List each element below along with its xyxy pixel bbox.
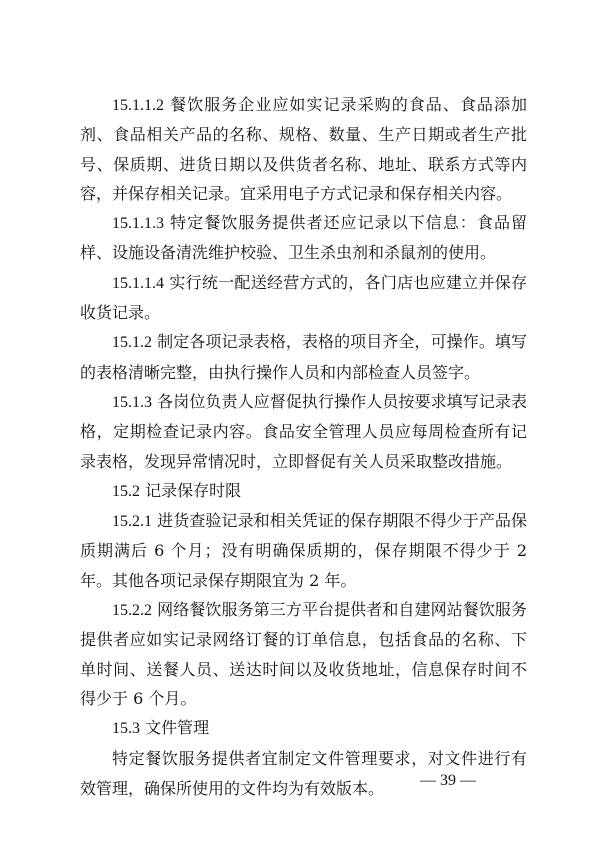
clause-number: 15.2.2 bbox=[112, 602, 152, 620]
paragraph-text: 餐饮服务企业应如实记录采购的食品、食品添加剂、食品相关产品的名称、规格、数量、生产日期或者生产批号、保质期、进货日期以及供货者名称、地址、联系方式等内容，并保存相关记录。宜采用电子方式记录和保存相关内容。 bbox=[80, 95, 527, 203]
paragraph-15-2-2 bbox=[80, 595, 527, 713]
paragraph-text: 特定餐饮服务提供者宜制定文件管理要求，对文件进行有效管理，确保所使用的文件均为有效版本。 bbox=[80, 748, 527, 798]
document-body bbox=[80, 90, 527, 803]
clause-number: 15.2.1 bbox=[112, 513, 152, 531]
paragraph-text: 制定各项记录表格，表格的项目齐全，可操作。填写的表格清晰完整，由执行操作人员和内部检查人员签字。 bbox=[80, 332, 527, 382]
clause-number: 15.2 bbox=[112, 482, 140, 500]
heading-text: 文件管理 bbox=[140, 718, 210, 738]
clause-number: 15.1.1.4 bbox=[112, 274, 164, 292]
paragraph-15-1-1-3 bbox=[80, 208, 527, 268]
paragraph-text: 实行统一配送经营方式的，各门店也应建立并保存收货记录。 bbox=[80, 272, 527, 323]
paragraph-text: 网络餐饮服务第三方平台提供者和自建网站餐饮服务提供者应如实记录网络订餐的订单信息，包括食品的名称、下单时间、送餐人员、送达时间以及收货地址，信息保存时间不得少于 6 个月。 bbox=[80, 600, 527, 708]
paragraph-15-2-1 bbox=[80, 506, 527, 595]
clause-number: 15.1.3 bbox=[112, 393, 152, 411]
paragraph-text: 特定餐饮服务提供者还应记录以下信息：食品留样、设施设备清洗维护校验、卫生杀虫剂和杀鼠剂的使用。 bbox=[80, 213, 527, 263]
paragraph-15-1-1-4 bbox=[80, 268, 527, 328]
heading-text: 记录保存时限 bbox=[140, 480, 242, 500]
clause-number: 15.1.1.3 bbox=[112, 215, 164, 233]
clause-number: 15.3 bbox=[112, 720, 140, 738]
clause-number: 15.1.1.2 bbox=[112, 97, 164, 114]
page-number: — 39 — bbox=[420, 772, 476, 789]
paragraph-15-1-1-2 bbox=[80, 90, 527, 208]
section-heading-15-2 bbox=[80, 476, 527, 506]
paragraph-text: 进货查验记录和相关凭证的保存期限不得少于产品保质期满后 6 个月；没有明确保质期的，保存期限不得少于 2 年。其他各项记录保存期限宜为 2 年。 bbox=[80, 511, 527, 590]
paragraph-15-1-3 bbox=[80, 387, 527, 476]
clause-number: 15.1.2 bbox=[112, 334, 152, 352]
section-heading-15-3 bbox=[80, 713, 527, 743]
paragraph-15-1-2 bbox=[80, 327, 527, 387]
paragraph-text: 各岗位负责人应督促执行操作人员按要求填写记录表格，定期检查记录内容。食品安全管理人员应每周检查所有记录表格，发现异常情况时，立即督促有关人员采取整改措施。 bbox=[80, 391, 527, 471]
